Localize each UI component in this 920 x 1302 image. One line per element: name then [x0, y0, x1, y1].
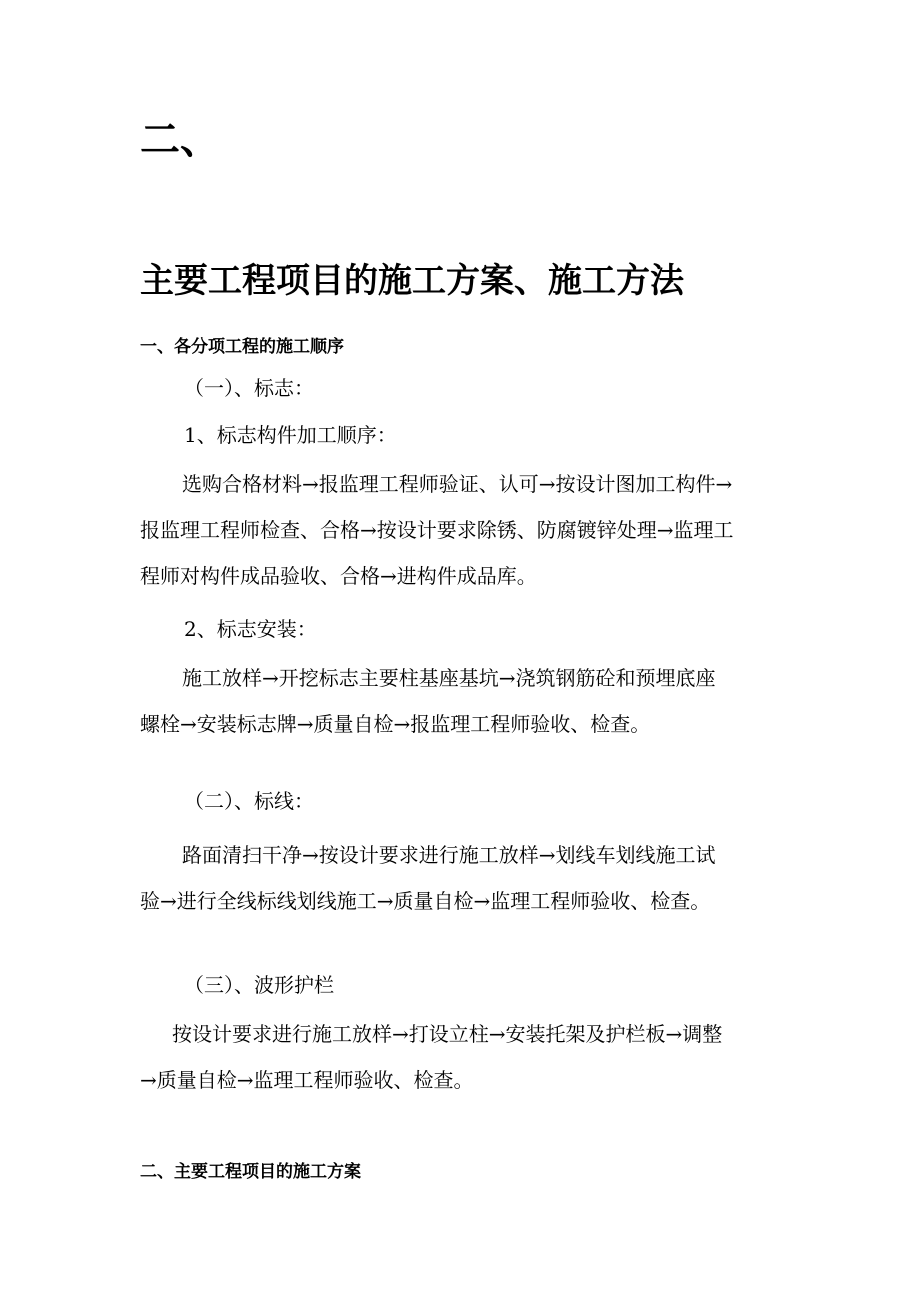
paragraph-line: 按设计要求进行施工放样→打设立柱→安装托架及护栏板→调整 — [172, 1022, 723, 1046]
section-heading-1: 一、各分项工程的施工顺序 — [140, 337, 344, 357]
paragraph-line: 螺栓→安装标志牌→质量自检→报监理工程师验收、检查。 — [140, 712, 651, 736]
item-heading-sign-fabrication: 1、标志构件加工顺序： — [184, 423, 397, 447]
page-title: 主要工程项目的施工方案、施工方法 — [140, 261, 684, 301]
chapter-number: 二、 — [140, 116, 220, 163]
paragraph-line: 程师对构件成品验收、合格→进构件成品库。 — [140, 564, 537, 588]
paragraph-line: 报监理工程师检查、合格→按设计要求除锈、防腐镀锌处理→监理工 — [140, 518, 734, 542]
paragraph-line: 验→进行全线标线划线施工→质量自检→监理工程师验收、检查。 — [140, 889, 711, 913]
paragraph-markings — [140, 832, 785, 924]
paragraph-guardrail — [140, 1011, 785, 1103]
subsection-heading-markings: （二）、标线： — [184, 789, 314, 813]
section-heading-2: 二、主要工程项目的施工方案 — [140, 1162, 361, 1182]
paragraph-line: 选购合格材料→报监理工程师验证、认可→按设计图加工构件→ — [182, 472, 733, 496]
paragraph-sign-installation — [140, 655, 785, 747]
paragraph-line: →质量自检→监理工程师验收、检查。 — [140, 1068, 474, 1092]
paragraph-line: 路面清扫干净→按设计要求进行施工放样→划线车划线施工试 — [182, 843, 716, 867]
item-heading-sign-installation: 2、标志安装： — [184, 617, 317, 641]
paragraph-line: 施工放样→开挖标志主要柱基座基坑→浇筑钢筋砼和预埋底座 — [182, 666, 716, 690]
paragraph-sign-fabrication — [140, 461, 785, 599]
subsection-heading-guardrail: （三）、波形护栏 — [184, 973, 334, 997]
subsection-heading-signs: （一）、标志： — [184, 376, 314, 400]
